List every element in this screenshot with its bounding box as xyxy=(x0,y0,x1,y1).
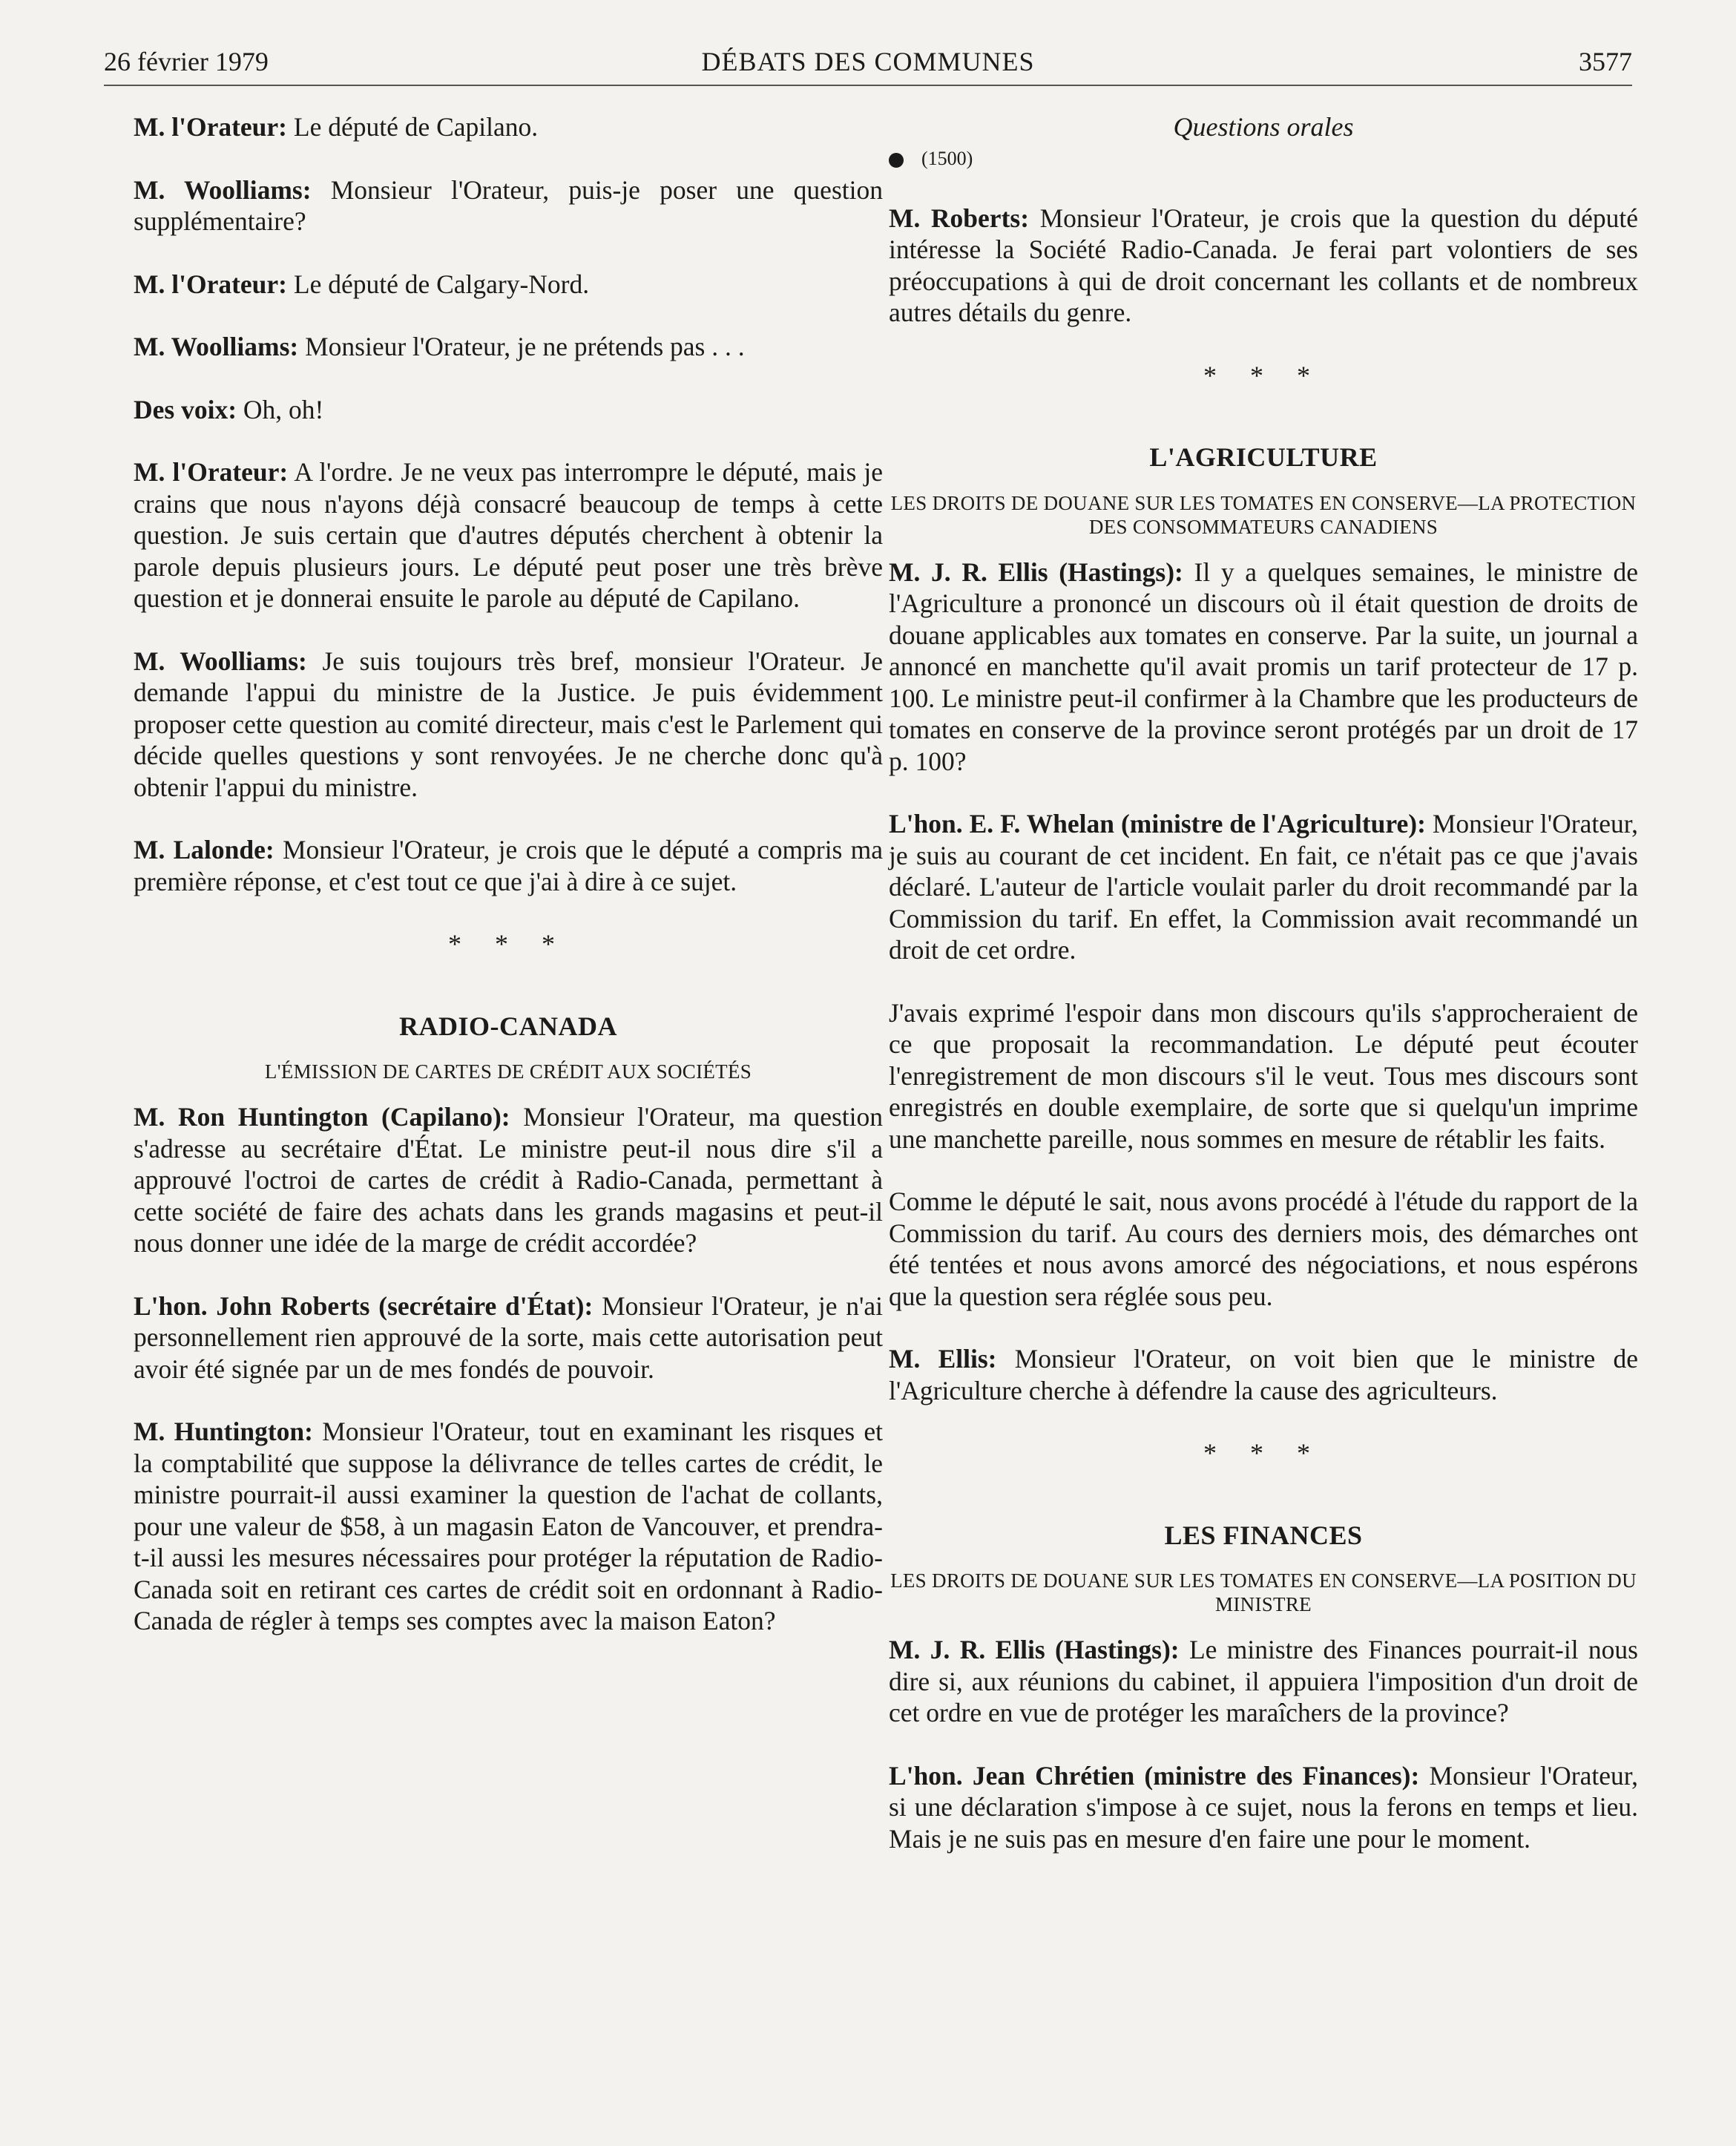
speaker-name: M. l'Orateur: xyxy=(134,457,289,487)
speaker-name: L'hon. John Roberts (secrétaire d'État): xyxy=(134,1290,594,1321)
speech-text: Le député de Capilano. xyxy=(287,112,539,142)
paragraph xyxy=(134,1290,883,1385)
speaker-name: L'hon. Jean Chrétien (ministre des Finances): xyxy=(889,1760,1420,1791)
paragraph xyxy=(134,456,883,614)
speech-text: Monsieur l'Orateur, je n'ai personnellement rien approuvé de la sorte, mais cette autorisation peut avoir été signée par un de mes fondés de pouvoir. xyxy=(134,1290,884,1384)
paragraph xyxy=(134,834,883,897)
section-separator: * * * xyxy=(1203,1438,1324,1468)
time-marker-label: (1500) xyxy=(921,147,973,169)
paragraph xyxy=(134,269,883,301)
running-head: Questions orales xyxy=(1173,112,1354,142)
speech-text: Monsieur l'Orateur, si une déclaration s'impose à ce sujet, nous la ferons en temps et lieu. Mais je ne suis pas en mesure d'en faire une pour le moment. xyxy=(889,1760,1638,1854)
paragraph xyxy=(134,331,883,363)
speech-text: A l'ordre. Je ne veux pas interrompre le député, mais je crains que nous n'ayons déjà consacré beaucoup de temps à cette question. Je suis certain que d'autres députés cherchent à obtenir la parole depuis plusieurs jours. Le député peut poser une très brève question et je donnerai ensuite le parole au député de Capilano. xyxy=(134,457,883,613)
speech-text: Monsieur l'Orateur, je suis au courant de cet incident. En fait, ce n'était pas ce que j'avais déclaré. L'auteur de l'article voulait parler du droit recommandé par la Commission du tarif. En effet, la Commission avait recommandé un droit de cet ordre. xyxy=(889,809,1638,965)
paragraph xyxy=(134,646,883,804)
paragraph xyxy=(889,997,1638,1155)
paragraph xyxy=(889,1760,1638,1855)
speech-text: Le député de Calgary-Nord. xyxy=(287,269,590,299)
paragraph xyxy=(134,394,883,426)
section-subheading: LES DROITS DE DOUANE SUR LES TOMATES EN CONSERVE—LA POSITION DU MINISTRE xyxy=(890,1569,1637,1615)
speaker-name: Des voix: xyxy=(134,394,237,424)
section-heading: L'AGRICULTURE xyxy=(1149,442,1378,472)
section-heading: RADIO-CANADA xyxy=(399,1011,617,1041)
paragraph xyxy=(889,557,1638,778)
paragraph xyxy=(889,1634,1638,1729)
page-number: 3577 xyxy=(1579,47,1632,76)
header-date: 26 février 1979 xyxy=(104,47,269,76)
paragraph xyxy=(889,1186,1638,1312)
speech-text: Monsieur l'Orateur, ma question s'adresse au secrétaire d'État. Le ministre peut-il nous dire s'il a approuvé l'octroi de cartes de crédit à Radio-Canada, permettant à cette société de faire des achats dans les grands magasins et peut-il nous donner une idée de la marge de crédit accordée? xyxy=(134,1102,884,1258)
speaker-name: M. Woolliams: xyxy=(134,332,299,361)
section-heading: LES FINANCES xyxy=(1164,1520,1363,1550)
speaker-name: M. Lalonde: xyxy=(134,835,274,864)
bullet-icon xyxy=(889,153,904,168)
speech-text: Monsieur l'Orateur, on voit bien que le ministre de l'Agriculture cherche à défendre la cause des agriculteurs. xyxy=(889,1344,1638,1405)
speaker-name: M. Ron Huntington (Capilano): xyxy=(134,1102,510,1132)
speech-text: Monsieur l'Orateur, je ne prétends pas . . . xyxy=(298,332,745,361)
paragraph xyxy=(889,203,1638,329)
speech-text: J'avais exprimé l'espoir dans mon discours qu'ils s'approcheraient de ce que proposait la recommandation. Le député peut écouter l'enregistrement de mon discours s'il le veut. Tous mes discours sont enregistrés en double exemplaire, de sorte que si quelqu'un imprime une manchette pareille, nous sommes en mesure de rétablir les faits. xyxy=(889,997,1638,1154)
speech-text: Oh, oh! xyxy=(237,394,324,424)
paragraph xyxy=(134,111,883,143)
speech-text: Le ministre des Finances pourrait-il nous dire si, aux réunions du cabinet, il appuiera l'imposition d'un droit de cet ordre en vue de protéger les maraîchers de la province? xyxy=(889,1635,1638,1727)
speech-text: Comme le député le sait, nous avons procédé à l'étude du rapport de la Commission du tarif. Au cours des derniers mois, des démarches ont été tentées et nous avons amorcé des négociations, et nous espérons que la question sera réglée sous peu. xyxy=(889,1187,1638,1311)
speaker-name: M. J. R. Ellis (Hastings): xyxy=(889,1635,1180,1664)
speech-text: Monsieur l'Orateur, je crois que le député a compris ma première réponse, et c'est tout ce que j'ai à dire à ce sujet. xyxy=(134,835,883,896)
paragraph xyxy=(134,174,883,237)
speaker-name: M. l'Orateur: xyxy=(134,112,288,142)
speech-text: Il y a quelques semaines, le ministre de l'Agriculture a prononcé un discours où il était question de droits de douane applicables aux tomates en conserve. Par la suite, un journal a annoncé en manchette qu'il avait promis un tarif protecteur de 17 p. 100. Le ministre peut-il confirmer à la Chambre que les producteurs de tomates en conserve de la province seront protégés par un droit de 17 p. 100? xyxy=(889,557,1638,776)
paragraph xyxy=(889,1343,1638,1406)
paragraph xyxy=(134,1416,883,1637)
section-separator: * * * xyxy=(448,929,568,959)
page-header xyxy=(104,46,1632,91)
left-column xyxy=(134,111,883,1668)
speaker-name: M. J. R. Ellis (Hastings): xyxy=(889,557,1183,587)
speech-text: Monsieur l'Orateur, puis-je poser une question supplémentaire? xyxy=(134,174,883,236)
speech-text: Je suis toujours très bref, monsieur l'Orateur. Je demande l'appui du ministre de la Justice. Je puis évidemment proposer cette question au comité directeur, mais c'est le Parlement qui décide quelles questions y sont renvoyées. Je ne cherche donc qu'à obtenir l'appui du ministre. xyxy=(134,646,883,802)
speaker-name: M. Woolliams: xyxy=(134,174,312,205)
speaker-name: M. Roberts: xyxy=(889,203,1030,233)
speech-text: Monsieur l'Orateur, tout en examinant les risques et la comptabilité que suppose la délivrance de telles cartes de crédit, le ministre pourrait-il aussi examiner la question de l'achat de collants, pour une valeur de $58, à un magasin Eaton de Vancouver, et prendra-t-il aussi les mesures nécessaires pour protéger la réputation de Radio-Canada soit en retirant ces cartes de crédit soit en ordonnant à Radio-Canada de régler à temps ses comptes avec la maison Eaton? xyxy=(134,1417,883,1635)
section-subheading: L'ÉMISSION DE CARTES DE CRÉDIT AUX SOCIÉTÉS xyxy=(264,1060,752,1083)
paragraph xyxy=(889,808,1638,966)
speaker-name: M. Ellis: xyxy=(889,1344,997,1374)
paragraph xyxy=(134,1101,883,1259)
speaker-name: M. Huntington: xyxy=(134,1417,313,1446)
speaker-name: M. Woolliams: xyxy=(134,646,307,676)
speaker-name: M. l'Orateur: xyxy=(134,269,288,299)
right-column xyxy=(889,111,1638,1886)
header-title: DÉBATS DES COMMUNES xyxy=(701,47,1035,76)
header-rule xyxy=(104,85,1632,86)
time-marker xyxy=(889,148,1638,170)
speaker-name: L'hon. E. F. Whelan (ministre de l'Agriculture): xyxy=(889,809,1426,839)
speech-text: Monsieur l'Orateur, je crois que la question du député intéresse la Société Radio-Canada. Je ferai part volontiers de ses préoccupations à qui de droit concernant les collants et de nombreux autres détails du genre. xyxy=(889,203,1639,327)
section-subheading: LES DROITS DE DOUANE SUR LES TOMATES EN CONSERVE—LA PROTECTION DES CONSOMMATEURS CANADIENS xyxy=(890,491,1637,538)
section-separator: * * * xyxy=(1203,360,1324,390)
